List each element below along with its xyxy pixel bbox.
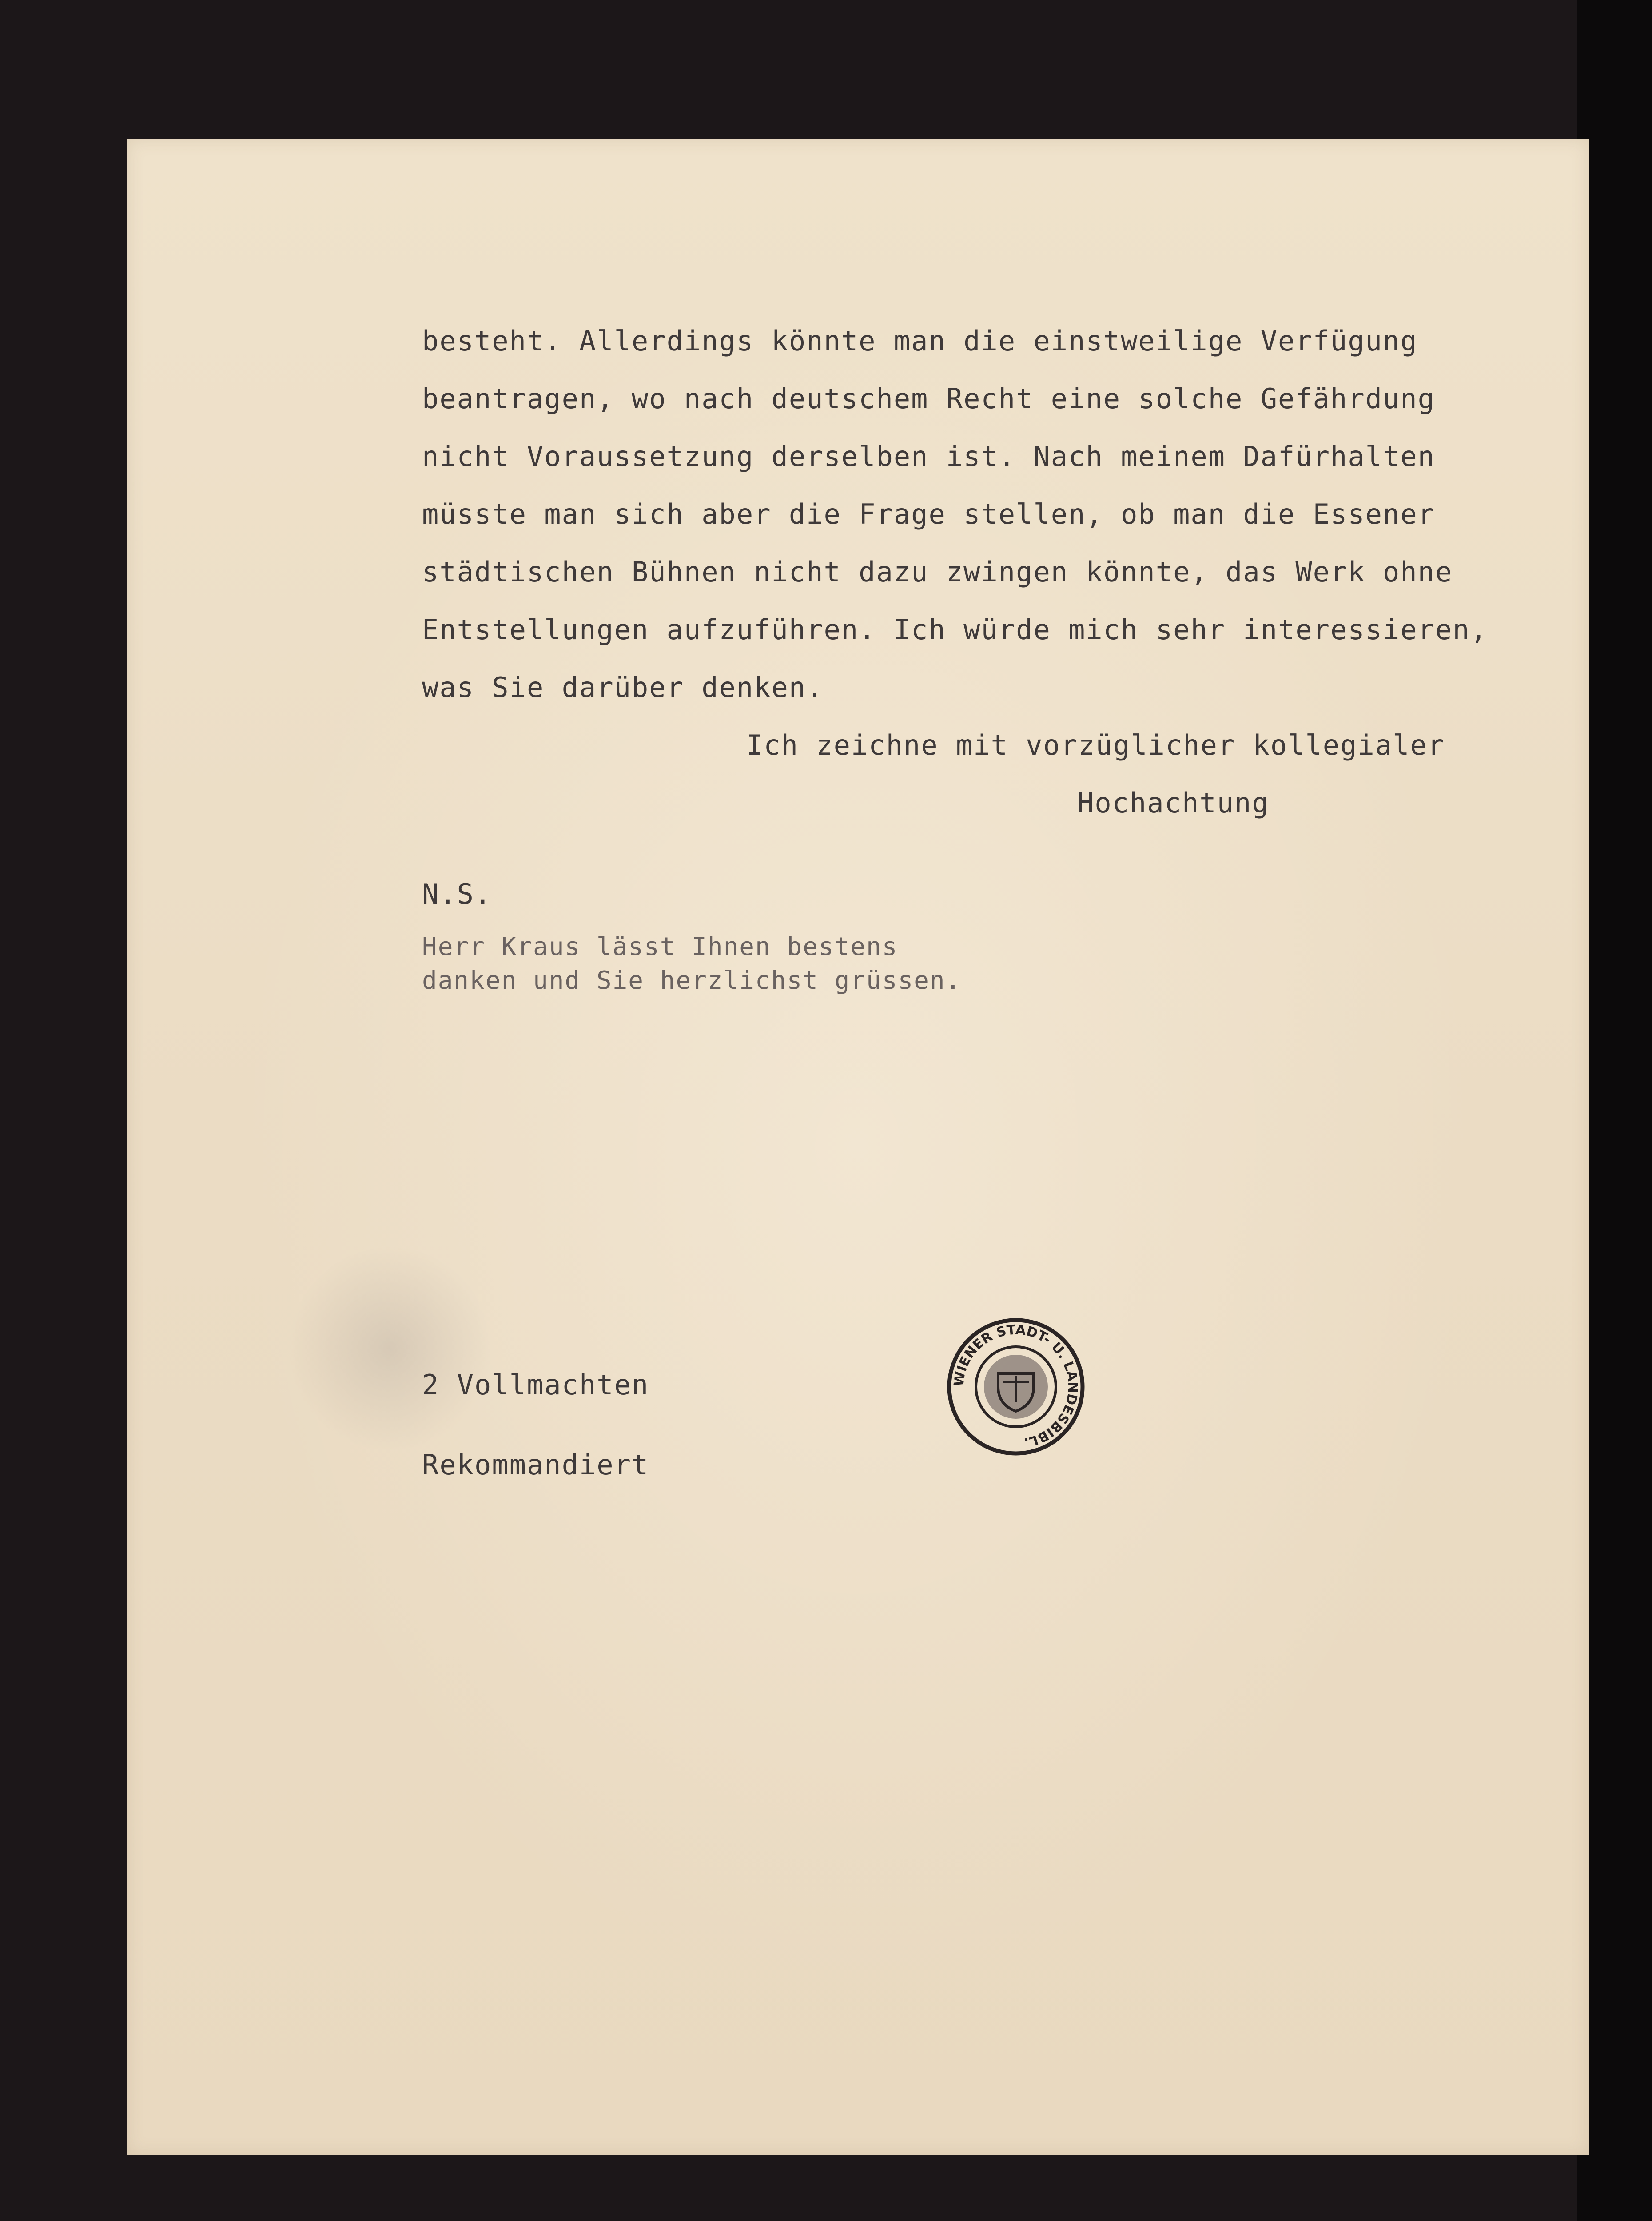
closing-line-1: Ich zeichne mit vorzüglicher kollegialer [746, 729, 1445, 761]
enclosure-note: 2 Vollmachten [422, 1369, 649, 1401]
postscript-label: N.S. [422, 878, 492, 910]
body-line-6: Entstellungen aufzuführen. Ich würde mich sehr interessieren, [422, 613, 1488, 646]
body-line-1: besteht. Allerdings könnte man die einstweilige Verfügung [422, 325, 1418, 357]
body-line-5: städtischen Bühnen nicht dazu zwingen könnte, das Werk ohne [422, 556, 1453, 588]
library-stamp [945, 1316, 1087, 1458]
postscript-line-2: danken und Sie herzlichst grüssen. [422, 966, 962, 995]
body-line-3: nicht Voraussetzung derselben ist. Nach meinem Dafürhalten [422, 440, 1435, 473]
body-line-4: müsste man sich aber die Frage stellen, ob man die Essener [422, 498, 1435, 530]
closing-line-2: Hochachtung [1077, 787, 1270, 819]
stamp-text: WIENER STADT- U. LANDESBIBL. [951, 1322, 1081, 1451]
body-line-7: was Sie darüber denken. [422, 671, 824, 704]
letter-page [127, 139, 1589, 2155]
postscript-line-1: Herr Kraus lässt Ihnen bestens [422, 932, 898, 961]
body-line-2: beantragen, wo nach deutschem Recht eine solche Gefährdung [422, 382, 1435, 415]
delivery-note: Rekommandiert [422, 1449, 649, 1481]
